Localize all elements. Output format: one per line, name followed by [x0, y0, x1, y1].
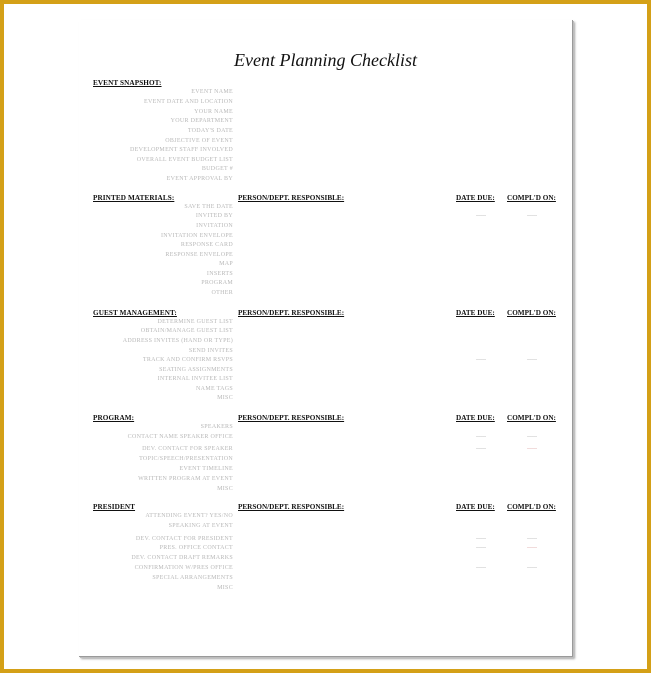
checklist-item: EVENT APPROVAL BY — [166, 176, 233, 182]
checklist-item: RESPONSE CARD — [180, 242, 233, 248]
checklist-item: EVENT NAME — [191, 89, 233, 95]
date-placeholder: ----- — [476, 434, 486, 440]
column-header-person: PERSON/DEPT. RESPONSIBLE: — [238, 503, 345, 511]
completed-placeholder: ----- — [527, 446, 537, 452]
date-placeholder: ----- — [476, 213, 486, 219]
column-header-completed: COMPL'D ON: — [507, 503, 556, 511]
checklist-item: NAME TAGS — [196, 386, 233, 392]
completed-placeholder: ----- — [527, 536, 537, 542]
checklist-item: SPECIAL ARRANGEMENTS — [152, 575, 233, 581]
checklist-item: DEV. CONTACT FOR PRESIDENT — [135, 536, 233, 542]
date-placeholder: ----- — [476, 536, 486, 542]
checklist-item: EVENT TIMELINE — [179, 466, 233, 472]
date-placeholder: ----- — [476, 357, 486, 363]
checklist-item: SEND INVITES — [188, 348, 233, 354]
section-heading: PRESIDENT — [93, 503, 136, 511]
checklist-item: SPEAKERS — [200, 424, 233, 430]
checklist-item: CONFIRMATION W/PRES OFFICE — [134, 565, 233, 571]
column-header-date-due: DATE DUE: — [456, 503, 495, 511]
completed-placeholder: ----- — [527, 434, 537, 440]
document-title: Event Planning Checklist — [234, 50, 417, 70]
section-heading: PROGRAM: — [93, 414, 135, 422]
column-header-person: PERSON/DEPT. RESPONSIBLE: — [238, 414, 345, 422]
checklist-item: TOPIC/SPEECH/PRESENTATION — [139, 456, 233, 462]
checklist-item: OBJECTIVE OF EVENT — [165, 138, 233, 144]
checklist-item: MISC — [217, 585, 233, 591]
date-placeholder: ----- — [476, 545, 486, 551]
checklist-item: ADDRESS INVITES (HAND OR TYPE) — [122, 338, 233, 344]
completed-placeholder: ----- — [527, 213, 537, 219]
checklist-item: DEV. CONTACT FOR SPEAKER — [142, 446, 233, 452]
section-heading: EVENT SNAPSHOT: — [93, 79, 162, 87]
section-heading: PRINTED MATERIALS: — [93, 194, 175, 202]
checklist-item: OBTAIN/MANAGE GUEST LIST — [140, 328, 233, 334]
checklist-item: INVITED BY — [195, 213, 233, 219]
checklist-item: TODAY'S DATE — [187, 128, 233, 134]
checklist-item: YOUR DEPARTMENT — [170, 118, 233, 124]
checklist-item: INTERNAL INVITEE LIST — [157, 376, 233, 382]
checklist-item: TRACK AND CONFIRM RSVPS — [142, 357, 233, 363]
column-header-date-due: DATE DUE: — [456, 309, 495, 317]
column-header-person: PERSON/DEPT. RESPONSIBLE: — [238, 309, 345, 317]
checklist-item: DETERMINE GUEST LIST — [157, 319, 233, 325]
checklist-item: PRES. OFFICE CONTACT — [159, 545, 233, 551]
checklist-item: ATTENDING EVENT? YES/NO — [145, 513, 233, 519]
checklist-item: MAP — [219, 261, 233, 267]
completed-placeholder: ----- — [527, 565, 537, 571]
checklist-item: SAVE THE DATE — [184, 204, 233, 210]
checklist-item: RESPONSE ENVELOPE — [165, 252, 233, 258]
column-header-date-due: DATE DUE: — [456, 414, 495, 422]
completed-placeholder: ----- — [527, 545, 537, 551]
checklist-item: SEATING ASSIGNMENTS — [159, 367, 233, 373]
column-header-completed: COMPL'D ON: — [507, 309, 556, 317]
checklist-item: INSERTS — [206, 271, 233, 277]
date-placeholder: ----- — [476, 446, 486, 452]
checklist-item: BUDGET # — [201, 166, 233, 172]
checklist-item: EVENT DATE AND LOCATION — [144, 99, 233, 105]
checklist-item: DEV. CONTACT DRAFT REMARKS — [131, 555, 233, 561]
checklist-item: OTHER — [211, 290, 233, 296]
section-heading: GUEST MANAGEMENT: — [93, 309, 177, 317]
checklist-item: PROGRAM — [201, 280, 233, 286]
column-header-person: PERSON/DEPT. RESPONSIBLE: — [238, 194, 345, 202]
checklist-item: WRITTEN PROGRAM AT EVENT — [138, 476, 233, 482]
checklist-item: OVERALL EVENT BUDGET LIST — [136, 157, 233, 163]
checklist-item: CONTACT NAME SPEAKER OFFICE — [127, 434, 233, 440]
column-header-completed: COMPL'D ON: — [507, 194, 556, 202]
date-placeholder: ----- — [476, 565, 486, 571]
checklist-item: MISC — [217, 486, 233, 492]
completed-placeholder: ----- — [527, 357, 537, 363]
checklist-item: YOUR NAME — [194, 109, 233, 115]
column-header-date-due: DATE DUE: — [456, 194, 495, 202]
checklist-item: INVITATION ENVELOPE — [160, 233, 233, 239]
column-header-completed: COMPL'D ON: — [507, 414, 556, 422]
checklist-item: DEVELOPMENT STAFF INVOLVED — [130, 147, 233, 153]
checklist-item: MISC — [217, 395, 233, 401]
checklist-item: INVITATION — [196, 223, 233, 229]
checklist-item: SPEAKING AT EVENT — [168, 523, 233, 529]
